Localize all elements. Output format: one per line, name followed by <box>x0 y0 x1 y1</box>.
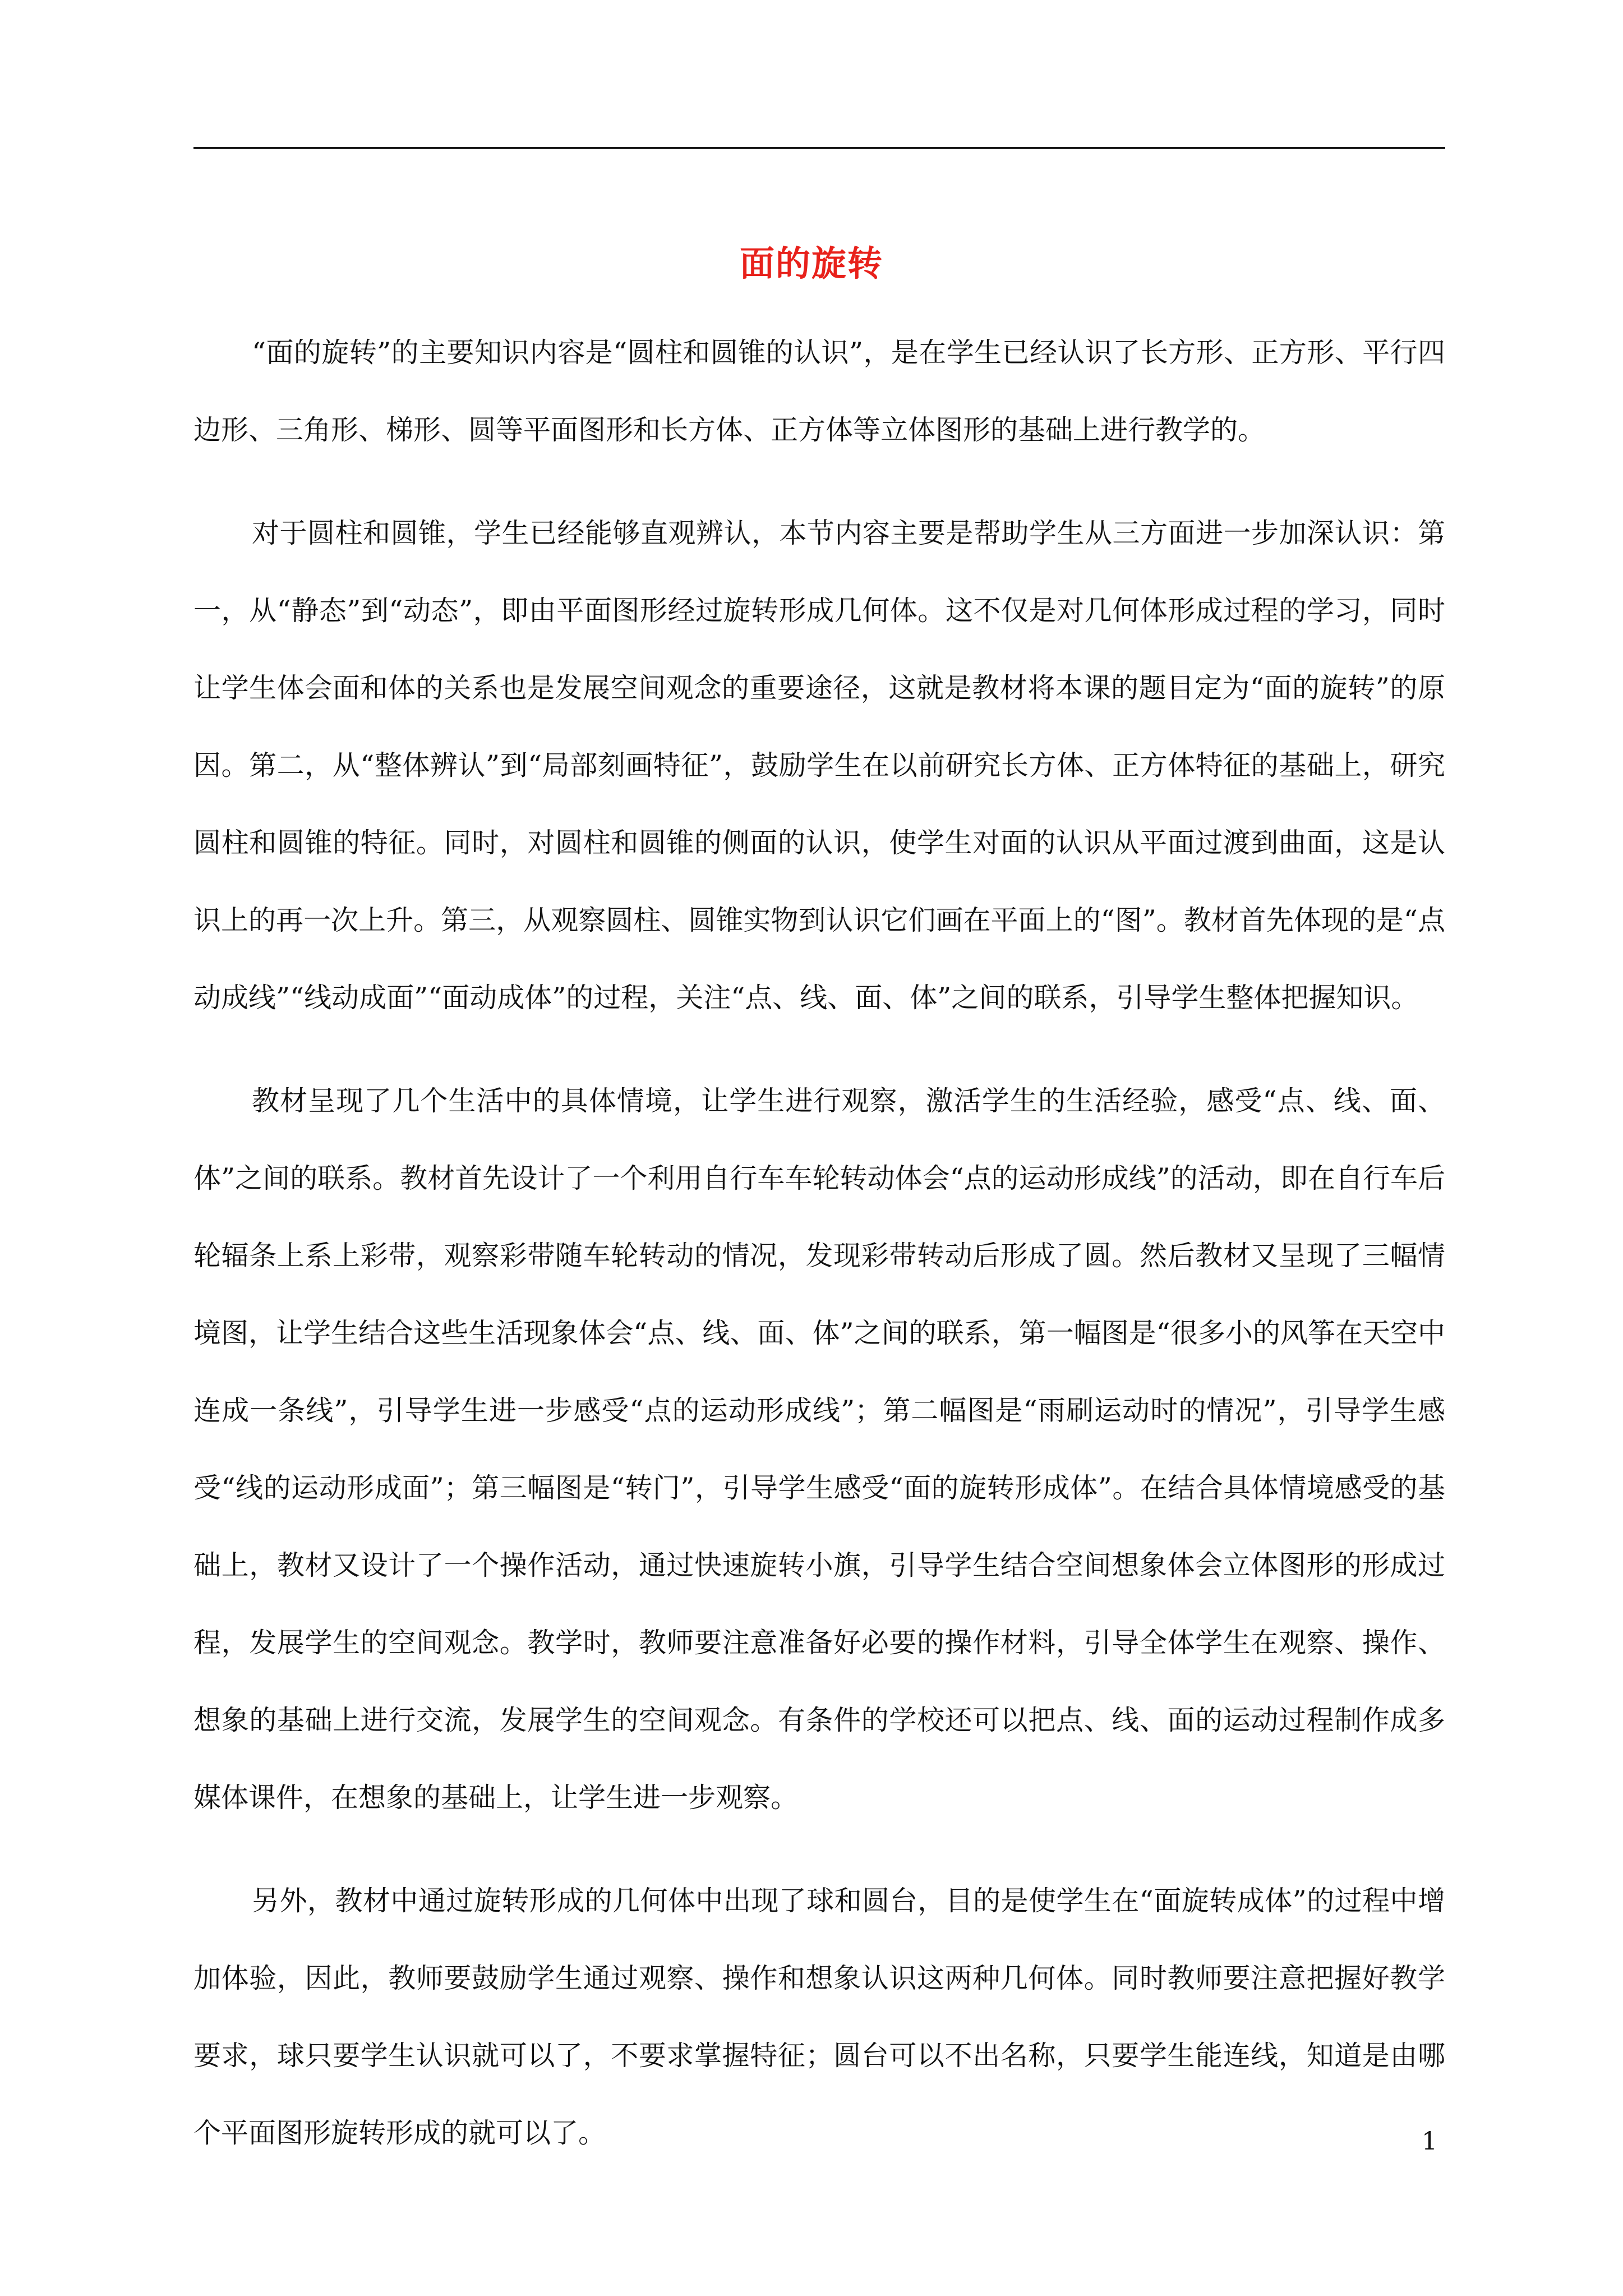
header-rule <box>193 147 1445 149</box>
page-number: 1 <box>1422 2127 1437 2156</box>
document-title: 面的旋转 <box>739 243 883 284</box>
paragraph-3: 教材呈现了几个生活中的具体情境，让学生进行观察，激活学生的生活经验，感受“点、线、面、体”之间的联系。教材首先设计了一个利用自行车车轮转动体会“点的运动形成线”的活动，即在自行车后轮辐条上系上彩带，观察彩带随车轮转动的情况，发现彩带转动后形成了圆。然后教材又呈现了三幅情境图，让学生结合这些生活现象体会“点、线、面、体”之间的联系，第一幅图是“很多小的风筝在天空中连成一条线”，引导学生进一步感受“点的运动形成线”；第二幅图是“雨刷运动时的情况”，引导学生感受“线的运动形成面”；第三幅图是“转门”，引导学生感受“面的旋转形成体”。在结合具体情境感受的基础上，教材又设计了一个操作活动，通过快速旋转小旗，引导学生结合空间想象体会立体图形的形成过程，发展学生的空间观念。教学时，教师要注意准备好必要的操作材料，引导全体学生在观察、操作、想象的基础上进行交流，发展学生的空间观念。有条件的学校还可以把点、线、面的运动过程制作成多媒体课件，在想象的基础上，让学生进一步观察。 <box>193 1085 1445 1814</box>
paragraph-4: 另外，教材中通过旋转形成的几何体中出现了球和圆台，目的是使学生在“面旋转成体”的过程中增加体验，因此，教师要鼓励学生通过观察、操作和想象认识这两种几何体。同时教师要注意把握好教学要求，球只要学生认识就可以了，不要求掌握特征；圆台可以不出名称，只要学生能连线，知道是由哪个平面图形旋转形成的就可以了。 <box>193 1885 1445 2149</box>
paragraph-2: 对于圆柱和圆锥，学生已经能够直观辨认，本节内容主要是帮助学生从三方面进一步加深认识：第一，从“静态”到“动态”，即由平面图形经过旋转形成几何体。这不仅是对几何体形成过程的学习，同时让学生体会面和体的关系也是发展空间观念的重要途径，这就是教材将本课的题目定为“面的旋转”的原因。第二，从“整体辨认”到“局部刻画特征”，鼓励学生在以前研究长方体、正方体特征的基础上，研究圆柱和圆锥的特征。同时，对圆柱和圆锥的侧面的认识，使学生对面的认识从平面过渡到曲面，这是认识上的再一次上升。第三，从观察圆柱、圆锥实物到认识它们画在平面上的“图”。教材首先体现的是“点动成线”“线动成面”“面动成体”的过程，关注“点、线、面、体”之间的联系，引导学生整体把握知识。 <box>193 517 1445 1014</box>
document-body <box>193 314 1445 2198</box>
paragraph-1: “面的旋转”的主要知识内容是“圆柱和圆锥的认识”，是在学生已经认识了长方形、正方形、平行四边形、三角形、梯形、圆等平面图形和长方体、正方体等立体图形的基础上进行教学的。 <box>193 337 1445 446</box>
